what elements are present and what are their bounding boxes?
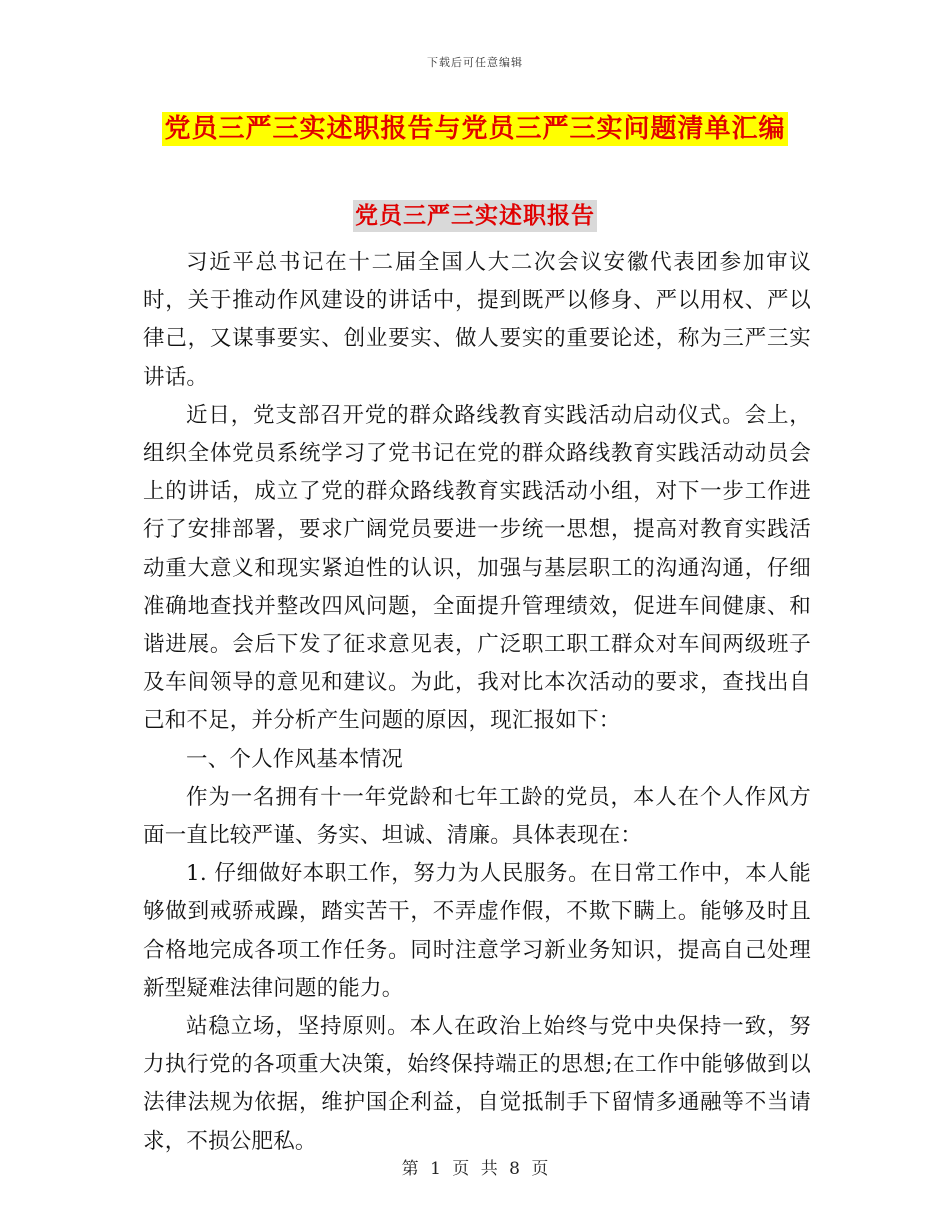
paragraph-item-1: 1. 仔细做好本职工作，努力为人民服务。在日常工作中，本人能够做到戒骄戒躁，踏实苦干，不弄虚作假，不欺下瞒上。能够及时且合格地完成各项工作任务。同时注意学习新业务知识，提高自己处理新型疑难法律问题的能力。	[143, 861, 811, 1001]
document-body	[143, 244, 811, 1161]
main-title: 党员三严三实述职报告与党员三严三实问题清单汇编	[164, 114, 786, 144]
section-heading-personal-style: 一、个人作风基本情况	[186, 746, 404, 772]
page-number-footer: 第 1 页 共 8 页	[401, 1159, 549, 1179]
sub-title: 党员三严三实述职报告	[353, 200, 597, 232]
paragraph-intro: 习近平总书记在十二届全国人大二次会议安徽代表团参加审议时，关于推动作风建设的讲话中，提到既严以修身、严以用权、严以律己，又谋事要实、创业要实、做人要实的重要论述，称为三严三实讲话。	[143, 250, 811, 390]
paragraph-stance: 站稳立场，坚持原则。本人在政治上始终与党中央保持一致，努力执行党的各项重大决策，始终保持端正的思想;在工作中能够做到以法律法规为依据，维护国企利益，自觉抵制手下留情多通融等不当请求，不损公肥私。	[143, 1014, 811, 1154]
paragraph-personal-summary: 作为一名拥有十一年党龄和七年工龄的党员，本人在个人作风方面一直比较严谨、务实、坦诚、清廉。具体表现在：	[143, 784, 811, 849]
sub-title-container	[0, 200, 950, 232]
header-note: 下载后可任意编辑	[427, 56, 523, 69]
main-title-container	[0, 112, 950, 146]
paragraph-meeting: 近日，党支部召开党的群众路线教育实践活动启动仪式。会上，组织全体党员系统学习了党书记在党的群众路线教育实践活动动员会上的讲话，成立了党的群众路线教育实践活动小组，对下一步工作进行了安排部署，要求广阔党员要进一步统一思想，提高对教育实践活动重大意义和现实紧迫性的认识，加强与基层职工的沟通沟通，仔细准确地查找并整改四风问题，全面提升管理绩效，促进车间健康、和谐进展。会后下发了征求意见表，广泛职工职工群众对车间两级班子及车间领导的意见和建议。为此，我对比本次活动的要求，查找出自己和不足，并分析产生问题的原因，现汇报如下：	[143, 402, 811, 734]
